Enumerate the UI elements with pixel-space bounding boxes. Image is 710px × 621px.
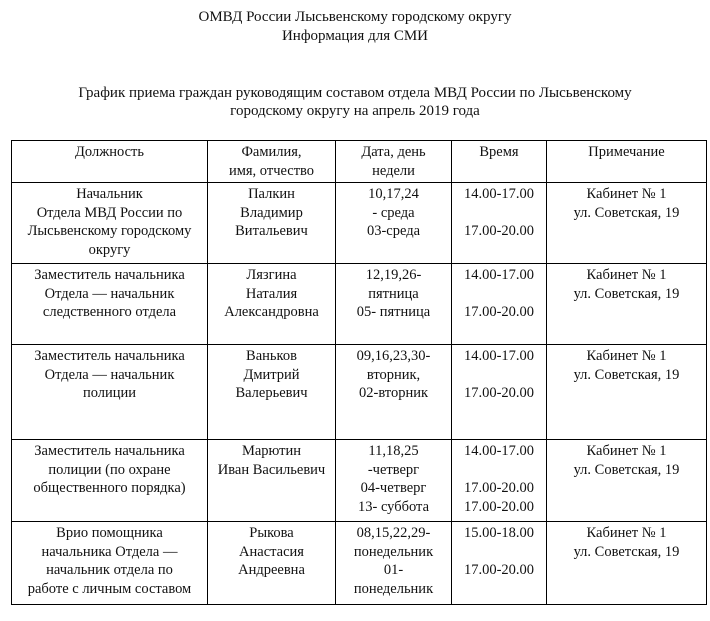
spacer — [454, 543, 544, 562]
info-subheader: Информация для СМИ — [281, 28, 429, 44]
cell-text: Андреевна — [238, 562, 305, 578]
table-header-row — [12, 141, 707, 183]
cell-text: 17.00-20.00 — [463, 562, 535, 578]
cell-text: понедельник — [353, 580, 434, 597]
cell-text: Наталия — [245, 285, 298, 302]
column-header-note — [547, 141, 707, 183]
position-cell — [12, 264, 208, 345]
cell-text: Палкин — [248, 186, 295, 202]
spacer — [454, 285, 544, 304]
cell-text: 14.00-17.00 — [463, 267, 535, 283]
cell-text: Владимир — [240, 204, 303, 221]
cell-text: 17.00-20.00 — [463, 480, 535, 496]
cell-text: общественного порядка) — [33, 480, 186, 496]
cell-text: 14.00-17.00 — [463, 443, 535, 459]
cell-text: 01- — [383, 562, 404, 578]
full-name-cell — [208, 440, 336, 522]
cell-text: ул. Советская, 19 — [573, 285, 680, 302]
position-cell — [12, 522, 208, 605]
date-cell — [336, 183, 452, 264]
cell-text: Анастасия — [239, 543, 304, 560]
full-name-cell — [208, 183, 336, 264]
cell-text: 04-четверг — [360, 480, 427, 496]
spacer — [454, 204, 544, 223]
position-cell — [12, 183, 208, 264]
cell-text: 08,15,22,29- — [356, 525, 431, 541]
cell-text: Заместитель начальника — [34, 443, 185, 459]
header-text: имя, отчество — [228, 162, 315, 179]
spacer — [454, 461, 544, 480]
date-cell — [336, 522, 452, 605]
time-cell — [452, 183, 547, 264]
position-cell — [12, 345, 208, 440]
full-name-cell — [208, 345, 336, 440]
cell-text: Врио помощника — [56, 525, 163, 541]
cell-text: пятница — [368, 285, 419, 302]
cell-text: полиции — [82, 385, 137, 401]
header-text: Примечание — [588, 144, 665, 160]
cell-text: 05- пятница — [356, 304, 431, 320]
table-row — [12, 345, 707, 440]
header-text: Фамилия, — [241, 144, 302, 160]
full-name-cell — [208, 522, 336, 605]
cell-text: 17.00-20.00 — [463, 498, 535, 515]
table-row — [12, 183, 707, 264]
cell-text: Валерьевич — [235, 385, 308, 401]
note-cell — [547, 345, 707, 440]
cell-text: 15.00-18.00 — [463, 525, 535, 541]
cell-text: 17.00-20.00 — [463, 304, 535, 320]
table-row — [12, 264, 707, 345]
cell-text: Лысьвенскому городскому — [27, 223, 192, 239]
cell-text: ул. Советская, 19 — [573, 204, 680, 221]
table-row — [12, 522, 707, 605]
cell-text: - среда — [372, 204, 415, 221]
note-cell — [547, 183, 707, 264]
time-cell — [452, 440, 547, 522]
date-cell — [336, 264, 452, 345]
cell-text: Кабинет № 1 — [586, 267, 667, 283]
date-cell — [336, 345, 452, 440]
cell-text: Кабинет № 1 — [586, 186, 667, 202]
cell-text: Отдела МВД России по — [36, 204, 183, 221]
header-text: Время — [479, 144, 519, 160]
time-cell — [452, 522, 547, 605]
cell-text: ул. Советская, 19 — [573, 366, 680, 383]
header-text: недели — [372, 162, 415, 179]
cell-text: Ваньков — [246, 348, 297, 364]
cell-text: вторник, — [366, 366, 421, 383]
cell-text: начальник отдела по — [46, 562, 173, 578]
cell-text: 17.00-20.00 — [463, 223, 535, 239]
cell-text: Кабинет № 1 — [586, 525, 667, 541]
cell-text: Заместитель начальника — [34, 267, 185, 283]
time-cell — [452, 264, 547, 345]
cell-text: Витальевич — [235, 223, 308, 239]
note-cell — [547, 264, 707, 345]
cell-text: 09,16,23,30- — [356, 348, 431, 364]
cell-text: 14.00-17.00 — [463, 186, 535, 202]
column-header-position — [12, 141, 208, 183]
cell-text: Отдела — начальник — [44, 366, 175, 383]
column-header-time — [452, 141, 547, 183]
cell-text: полиции (по охране — [48, 461, 171, 478]
cell-text: 14.00-17.00 — [463, 348, 535, 364]
cell-text: 02-вторник — [358, 385, 429, 401]
cell-text: начальника Отдела — — [41, 543, 178, 560]
cell-text: Кабинет № 1 — [586, 348, 667, 364]
document-title-line2: городскому округу на апрель 2019 года — [230, 103, 480, 119]
cell-text: Лязгина — [246, 267, 297, 283]
note-cell — [547, 440, 707, 522]
cell-text: Отдела — начальник — [44, 285, 175, 302]
note-cell — [547, 522, 707, 605]
cell-text: Иван Васильевич — [217, 461, 326, 478]
cell-text: работе с личным составом — [27, 580, 192, 597]
cell-text: 12,19,26- — [365, 267, 422, 283]
cell-text: ул. Советская, 19 — [573, 543, 680, 560]
date-cell — [336, 440, 452, 522]
cell-text: Рыкова — [249, 525, 294, 541]
header-text: Должность — [75, 144, 144, 160]
cell-text: -четверг — [367, 461, 420, 478]
table-row — [12, 440, 707, 522]
reception-schedule-table — [11, 140, 707, 605]
column-header-name — [208, 141, 336, 183]
cell-text: округу — [88, 241, 131, 258]
spacer — [454, 366, 544, 385]
cell-text: 13- суббота — [357, 498, 430, 515]
time-cell — [452, 345, 547, 440]
cell-text: ул. Советская, 19 — [573, 461, 680, 478]
cell-text: Марютин — [241, 443, 302, 459]
cell-text: Александровна — [224, 304, 319, 320]
cell-text: Заместитель начальника — [34, 348, 185, 364]
cell-text: понедельник — [353, 543, 434, 560]
cell-text: следственного отдела — [42, 304, 177, 320]
cell-text: 10,17,24 — [368, 186, 419, 202]
document-title-line1: График приема граждан руководящим составом отдела МВД России по Лысьвенскому — [78, 85, 632, 101]
full-name-cell — [208, 264, 336, 345]
position-cell — [12, 440, 208, 522]
cell-text: Дмитрий — [243, 366, 300, 383]
header-text: Дата, день — [361, 144, 426, 160]
cell-text: Кабинет № 1 — [586, 443, 667, 459]
cell-text: 17.00-20.00 — [463, 385, 535, 401]
org-header: ОМВД России Лысьвенскому городскому округу — [198, 9, 512, 25]
cell-text: Начальник — [76, 186, 143, 202]
cell-text: 03-среда — [366, 223, 421, 239]
column-header-date — [336, 141, 452, 183]
cell-text: 11,18,25 — [368, 443, 419, 459]
